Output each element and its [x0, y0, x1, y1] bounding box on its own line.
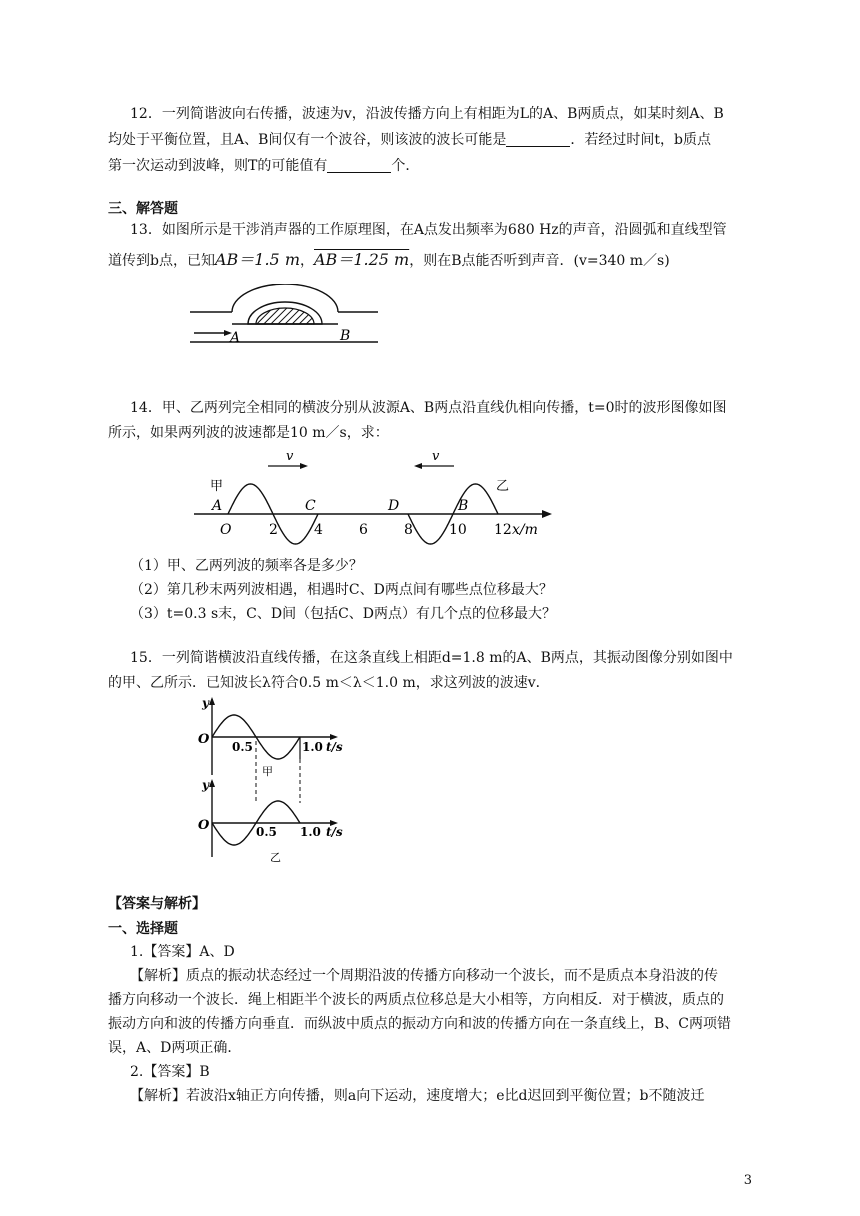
q12-line3 — [108, 156, 419, 176]
point-a-label: A — [230, 330, 241, 346]
y-axis-label: y — [202, 778, 209, 792]
tick-label: 1.0 — [300, 825, 321, 839]
q12-text: 均处于平衡位置，且A、B间仅有一个波谷，则该波的波长可能是 — [108, 132, 507, 148]
section-heading: 三、解答题 — [108, 201, 178, 217]
point-label: C — [305, 498, 316, 514]
origin-label: O — [198, 818, 210, 833]
point-b-label: B — [340, 328, 351, 344]
q15-line2: 的甲、乙所示．已知波长λ符合0.5 m＜λ＜1.0 m，求这列波的波速v． — [108, 675, 550, 691]
interference-silencer-figure — [190, 284, 380, 348]
explanation-2-line1: 【解析】若波沿x轴正方向传播，则a向下运动，速度增大；e比d迟回到平衡位置；b不随波迁 — [130, 1088, 705, 1104]
q13-line2: 道传到b点，已知AB＝1.5 m，AB＝1.25 m，则在B点能否听到声音．(v=340 m／s) — [108, 250, 670, 269]
answer-blank — [327, 158, 391, 173]
explanation-1-line1: 【解析】质点的振动状态经过一个周期沿波的传播方向移动一个波长，而不是质点本身沿波的传 — [130, 968, 718, 984]
explanation-1-line2: 播方向移动一个波长．绳上相距半个波长的两质点位移总是大小相等，方向相反．对于横波，质点的 — [108, 992, 724, 1008]
tick-label: 0.5 — [232, 740, 253, 754]
answers-title: 【答案与解析】 — [108, 896, 206, 912]
q14-sub1: （1）甲、乙两列波的频率各是多少？ — [130, 558, 363, 574]
two-waves-figure — [190, 448, 560, 548]
graph-label: 甲 — [262, 765, 273, 778]
origin-label: O — [220, 522, 232, 538]
point-label: B — [458, 498, 469, 514]
q13-line1: 13．如图所示是干涉消声器的工作原理图，在A点发出频率为680 Hz的声音，沿圆弧和直线型管 — [130, 222, 727, 238]
explanation-1-line4: 误，A、D两项正确． — [108, 1040, 242, 1056]
point-label: A — [212, 498, 223, 514]
x-axis-label: x/m — [512, 522, 538, 538]
x-tick-label: 8 — [404, 522, 413, 538]
answer-blank — [506, 132, 570, 147]
q12-text: ．若经过时间t，b质点 — [570, 132, 711, 148]
y-axis-label: y — [202, 696, 209, 710]
tick-label: 1.0 — [302, 740, 323, 754]
q14-line1: 14．甲、乙两列完全相同的横波分别从波源A、B两点沿直线仇相向传播，t=0时的波形图像如图 — [130, 400, 727, 416]
tick-label: 0.5 — [256, 825, 277, 839]
q12-text: 第一次运动到波峰，则T的可能值有 — [108, 158, 328, 174]
graph-label: 乙 — [270, 851, 281, 864]
x-tick-label: 12 — [494, 522, 512, 538]
page-number: 3 — [743, 1173, 752, 1188]
x-tick-label: 6 — [359, 522, 368, 538]
vibration-graphs-figure — [196, 695, 356, 865]
q15-line1: 15．一列简谐横波沿直线传播，在这条直线上相距d=1.8 m的A、B两点，其振动图像分别如图中 — [130, 650, 733, 666]
origin-label: O — [198, 732, 210, 747]
q14-sub2: （2）第几秒末两列波相遇，相遇时C、D两点间有哪些点位移最大？ — [130, 582, 553, 598]
t-axis-label: t/s — [326, 740, 343, 754]
velocity-label: v — [432, 449, 440, 464]
x-tick-label: 10 — [449, 522, 467, 538]
section-heading: 一、选择题 — [108, 921, 178, 937]
answer-2: 2.【答案】B — [130, 1064, 210, 1080]
q14-sub3: （3）t=0.3 s末，C、D间（包括C、D两点）有几个点的位移最大？ — [130, 606, 557, 622]
q13-text: 道传到b点，已知 — [108, 253, 215, 269]
q12-text: 个． — [391, 158, 420, 174]
t-axis-label: t/s — [326, 825, 343, 839]
x-tick-label: 2 — [269, 522, 278, 538]
q12-line1: 12．一列简谐波向右传播，波速为v，沿波传播方向上有相距为L的A、B两质点，如某时刻A、B — [130, 106, 724, 122]
point-label: D — [388, 498, 400, 514]
equation: AB＝1.5 m — [214, 250, 300, 269]
q14-line2: 所示，如果两列波的波速都是10 m／s，求： — [108, 425, 389, 441]
equation: AB＝1.25 m — [314, 250, 410, 269]
q13-text: ，则在B点能否听到声音．(v=340 m／s) — [409, 253, 670, 269]
wave-source-label: 乙 — [496, 479, 510, 494]
wave-source-label: 甲 — [210, 479, 224, 494]
answer-1: 1.【答案】A、D — [130, 944, 235, 960]
q12-line2 — [108, 130, 711, 150]
x-tick-label: 4 — [314, 522, 323, 538]
explanation-1-line3: 振动方向和波的传播方向垂直．而纵波中质点的振动方向和波的传播方向在一条直线上，B、C两项错 — [108, 1016, 731, 1032]
velocity-label: v — [286, 449, 294, 464]
